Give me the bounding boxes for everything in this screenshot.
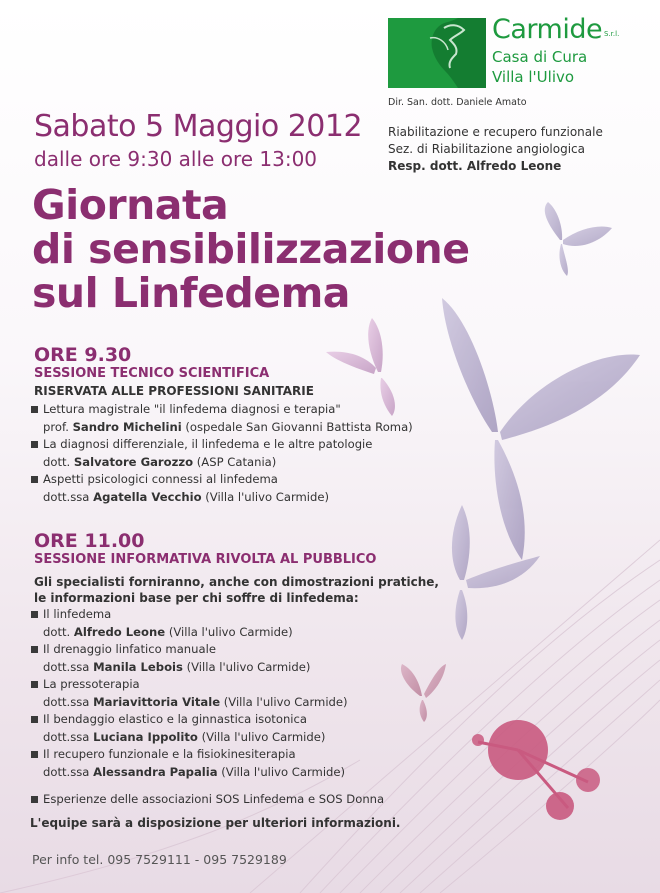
list-item bbox=[30, 471, 413, 506]
speaker-prefix: dott.ssa bbox=[43, 729, 90, 744]
speaker-affiliation: (ASP Catania) bbox=[196, 454, 277, 469]
list-item bbox=[30, 676, 348, 711]
associations-item: Esperienze delle associazioni SOS Linfedema e SOS Donna bbox=[43, 792, 385, 806]
speaker-name: Manila Lebois bbox=[93, 659, 183, 674]
session1-name: SESSIONE TECNICO SCIENTIFICA bbox=[34, 366, 270, 381]
speaker-prefix: dott.ssa bbox=[43, 489, 90, 504]
speaker-prefix: dott.ssa bbox=[43, 659, 90, 674]
item-topic: Il drenaggio linfatico manuale bbox=[43, 642, 216, 656]
speaker-prefix: dott. bbox=[43, 624, 71, 639]
department-line2: Sez. di Riabilitazione angiologica bbox=[388, 142, 586, 156]
speaker-affiliation: (ospedale San Giovanni Battista Roma) bbox=[185, 419, 413, 434]
item-topic: Lettura magistrale "il linfedema diagnosi e terapia" bbox=[43, 402, 341, 416]
event-title-line2: di sensibilizzazione bbox=[32, 225, 470, 273]
session2-list bbox=[30, 606, 348, 781]
list-item bbox=[30, 711, 348, 746]
speaker-prefix: dott. bbox=[43, 454, 71, 469]
item-topic: Il recupero funzionale e la fisiokinesiterapia bbox=[43, 747, 296, 761]
speaker-affiliation: (Villa l'ulivo Carmide) bbox=[223, 694, 348, 709]
item-topic: Aspetti psicologici connessi al linfedema bbox=[43, 472, 278, 486]
logo-emblem bbox=[388, 18, 486, 88]
session1-list bbox=[30, 401, 413, 506]
list-item bbox=[30, 436, 413, 471]
speaker-prefix: dott.ssa bbox=[43, 764, 90, 779]
event-title-line1: Giornata bbox=[32, 181, 229, 229]
speaker-affiliation: (Villa l'ulivo Carmide) bbox=[201, 729, 326, 744]
item-topic: Il bendaggio elastico e la ginnastica isotonica bbox=[43, 712, 307, 726]
event-date: Sabato 5 Maggio 2012 bbox=[34, 109, 363, 144]
speaker-name: Mariavittoria Vitale bbox=[93, 694, 221, 709]
department-responsible: Resp. dott. Alfredo Leone bbox=[388, 159, 562, 173]
speaker-name: Agatella Vecchio bbox=[93, 489, 202, 504]
list-item bbox=[30, 401, 413, 436]
face-emblem-icon bbox=[388, 18, 486, 88]
logo-line1: Casa di Cura bbox=[492, 48, 588, 66]
speaker-name: Sandro Michelini bbox=[72, 419, 182, 434]
session2-name: SESSIONE INFORMATIVA RIVOLTA AL PUBBLICO bbox=[34, 552, 377, 567]
butterfly-middle bbox=[452, 505, 540, 640]
event-title bbox=[32, 183, 470, 315]
session2-intro bbox=[34, 574, 439, 606]
butterfly-large bbox=[442, 298, 640, 560]
list-item bbox=[30, 641, 348, 676]
molecule-graphic bbox=[472, 720, 600, 820]
event-title-line3: sul Linfedema bbox=[32, 269, 350, 317]
logo-line2: Villa l'Ulivo bbox=[492, 68, 575, 86]
equipe-note: L'equipe sarà a disposizione per ulteriori informazioni. bbox=[30, 816, 401, 830]
speaker-affiliation: (Villa l'ulivo Carmide) bbox=[221, 764, 346, 779]
item-topic: Il linfedema bbox=[43, 607, 112, 621]
speaker-affiliation: (Villa l'ulivo Carmide) bbox=[168, 624, 293, 639]
speaker-prefix: prof. bbox=[43, 419, 69, 434]
item-topic: La diagnosi differenziale, il linfedema e le altre patologie bbox=[43, 437, 373, 451]
logo-name: Carmide bbox=[492, 14, 603, 45]
speaker-name: Alessandra Papalia bbox=[93, 764, 218, 779]
butterfly-small-bottom bbox=[401, 664, 446, 722]
speaker-name: Alfredo Leone bbox=[73, 624, 166, 639]
speaker-prefix: dott.ssa bbox=[43, 694, 90, 709]
list-item bbox=[30, 791, 384, 809]
session2-intro-line2: le informazioni base per chi soffre di linfedema: bbox=[34, 591, 359, 605]
session2-extra-list bbox=[30, 791, 384, 809]
speaker-affiliation: (Villa l'ulivo Carmide) bbox=[205, 489, 330, 504]
speaker-name: Luciana Ippolito bbox=[93, 729, 198, 744]
contact-info: Per info tel. 095 7529111 - 095 7529189 bbox=[32, 852, 287, 867]
butterfly-small-top bbox=[545, 202, 612, 276]
session2-intro-line1: Gli specialisti forniranno, anche con dimostrazioni pratiche, bbox=[34, 575, 439, 589]
session1-time: ORE 9.30 bbox=[34, 344, 132, 366]
event-hours: dalle ore 9:30 alle ore 13:00 bbox=[34, 147, 318, 171]
speaker-affiliation: (Villa l'ulivo Carmide) bbox=[186, 659, 311, 674]
department-line1: Riabilitazione e recupero funzionale bbox=[388, 125, 603, 139]
session2-time: ORE 11.00 bbox=[34, 530, 145, 552]
logo-suffix: S.r.l. bbox=[604, 30, 620, 38]
list-item bbox=[30, 746, 348, 781]
list-item bbox=[30, 606, 348, 641]
director-line: Dir. San. dott. Daniele Amato bbox=[388, 97, 527, 108]
item-topic: La pressoterapia bbox=[43, 677, 140, 691]
speaker-name: Salvatore Garozzo bbox=[73, 454, 194, 469]
department-block bbox=[388, 124, 603, 175]
session1-note: RISERVATA ALLE PROFESSIONI SANITARIE bbox=[34, 384, 314, 398]
